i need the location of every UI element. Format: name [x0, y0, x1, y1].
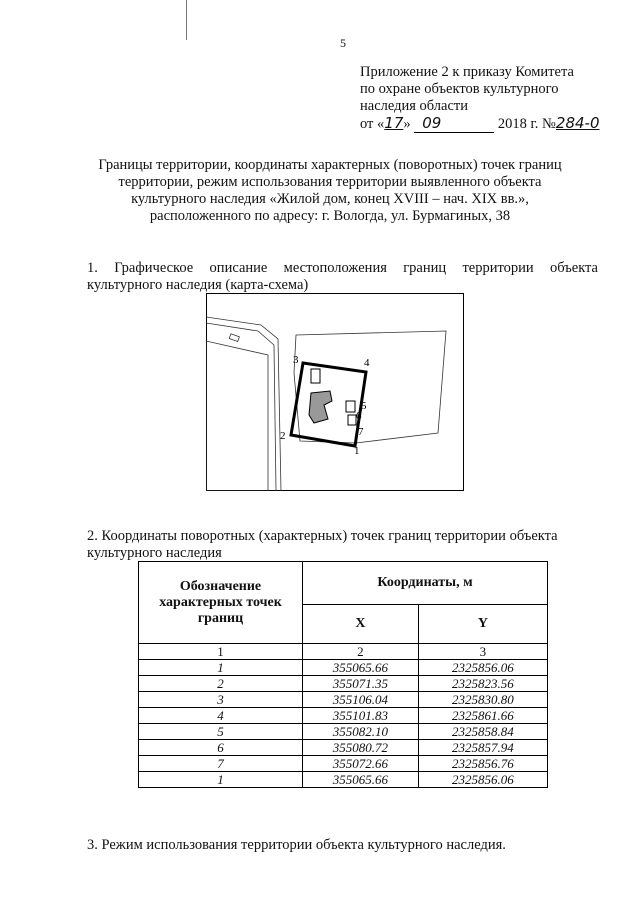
x-cell: 355080.72: [303, 740, 419, 756]
header-point: [139, 562, 303, 644]
y-cell: 2325830.80: [418, 692, 547, 708]
column-number: 2: [303, 644, 419, 660]
map-point-3: 3: [293, 354, 299, 366]
y-cell: 2325856.06: [418, 660, 547, 676]
point-cell: 6: [139, 740, 303, 756]
date-month: 09: [414, 115, 494, 133]
appendix-line: Приложение 2 к приказу Комитета: [360, 64, 574, 80]
column-number: 1: [139, 644, 303, 660]
table-row: [139, 772, 548, 788]
x-cell: 355101.83: [303, 708, 419, 724]
x-cell: 355071.35: [303, 676, 419, 692]
table-row: [139, 660, 548, 676]
x-cell: 355065.66: [303, 660, 419, 676]
point-cell: 1: [139, 660, 303, 676]
point-cell: 4: [139, 708, 303, 724]
table-row: [139, 740, 548, 756]
map-point-4: 4: [364, 357, 370, 369]
point-cell: 3: [139, 692, 303, 708]
map-point-2: 2: [280, 430, 286, 442]
date-year: 2018 г. №: [497, 116, 556, 132]
title-line: Границы территории, координаты характерных (поворотных) точек границ: [98, 157, 562, 173]
map-point-5: 5: [361, 400, 367, 412]
date-day: 17: [384, 114, 404, 132]
site-map: [206, 293, 464, 491]
table-row: [139, 708, 548, 724]
x-cell: 355082.10: [303, 724, 419, 740]
table-row: [139, 756, 548, 772]
table-row: [139, 724, 548, 740]
header-x: X: [303, 605, 419, 644]
point-cell: 1: [139, 772, 303, 788]
column-number: 3: [418, 644, 547, 660]
point-cell: 5: [139, 724, 303, 740]
y-cell: 2325858.84: [418, 724, 547, 740]
order-number: 284-0: [555, 114, 600, 132]
x-cell: 355065.66: [303, 772, 419, 788]
appendix-date-line: [360, 115, 620, 133]
date-close: »: [403, 116, 411, 132]
appendix-line: по охране объектов культурного: [360, 81, 559, 97]
appendix-line: наследия области: [360, 98, 469, 114]
x-cell: 355072.66: [303, 756, 419, 772]
table-row: [139, 676, 548, 692]
page-number: 5: [340, 36, 346, 50]
coordinates-table: [138, 561, 548, 788]
map-point-1: 1: [354, 445, 360, 457]
column-number-row: [139, 644, 548, 660]
section-3-heading: 3. Режим использования территории объекта культурного наследия.: [87, 836, 506, 853]
y-cell: 2325861.66: [418, 708, 547, 724]
y-cell: 2325856.06: [418, 772, 547, 788]
point-cell: 2: [139, 676, 303, 692]
header-y: Y: [418, 605, 547, 644]
y-cell: 2325856.76: [418, 756, 547, 772]
header-point-label: Обозначение характерных точек границ: [159, 578, 282, 626]
map-point-6: 6: [356, 410, 362, 422]
point-cell: 7: [139, 756, 303, 772]
map-point-7: 7: [358, 426, 364, 438]
table-row: [139, 692, 548, 708]
section-1-heading: 1. Графическое описание местоположения границ территории объекта культурного наследия (карта-схема): [87, 259, 598, 293]
x-cell: 355106.04: [303, 692, 419, 708]
y-cell: 2325857.94: [418, 740, 547, 756]
y-cell: 2325823.56: [418, 676, 547, 692]
title-line: расположенного по адресу: г. Вологда, ул. Бурмагиных, 38: [149, 208, 511, 224]
document-title: [80, 157, 580, 225]
date-prefix: от «: [360, 116, 385, 132]
header-coordinates: Координаты, м: [303, 562, 548, 605]
margin-line: [186, 0, 187, 40]
title-line: культурного наследия «Жилой дом, конец XVIII – нач. XIX вв.»,: [131, 191, 529, 207]
title-line: территории, режим использования территории выявленного объекта: [118, 174, 542, 190]
section-2-heading: 2. Координаты поворотных (характерных) точек границ территории объекта культурного наследия: [87, 527, 558, 561]
appendix-header: [360, 64, 620, 133]
